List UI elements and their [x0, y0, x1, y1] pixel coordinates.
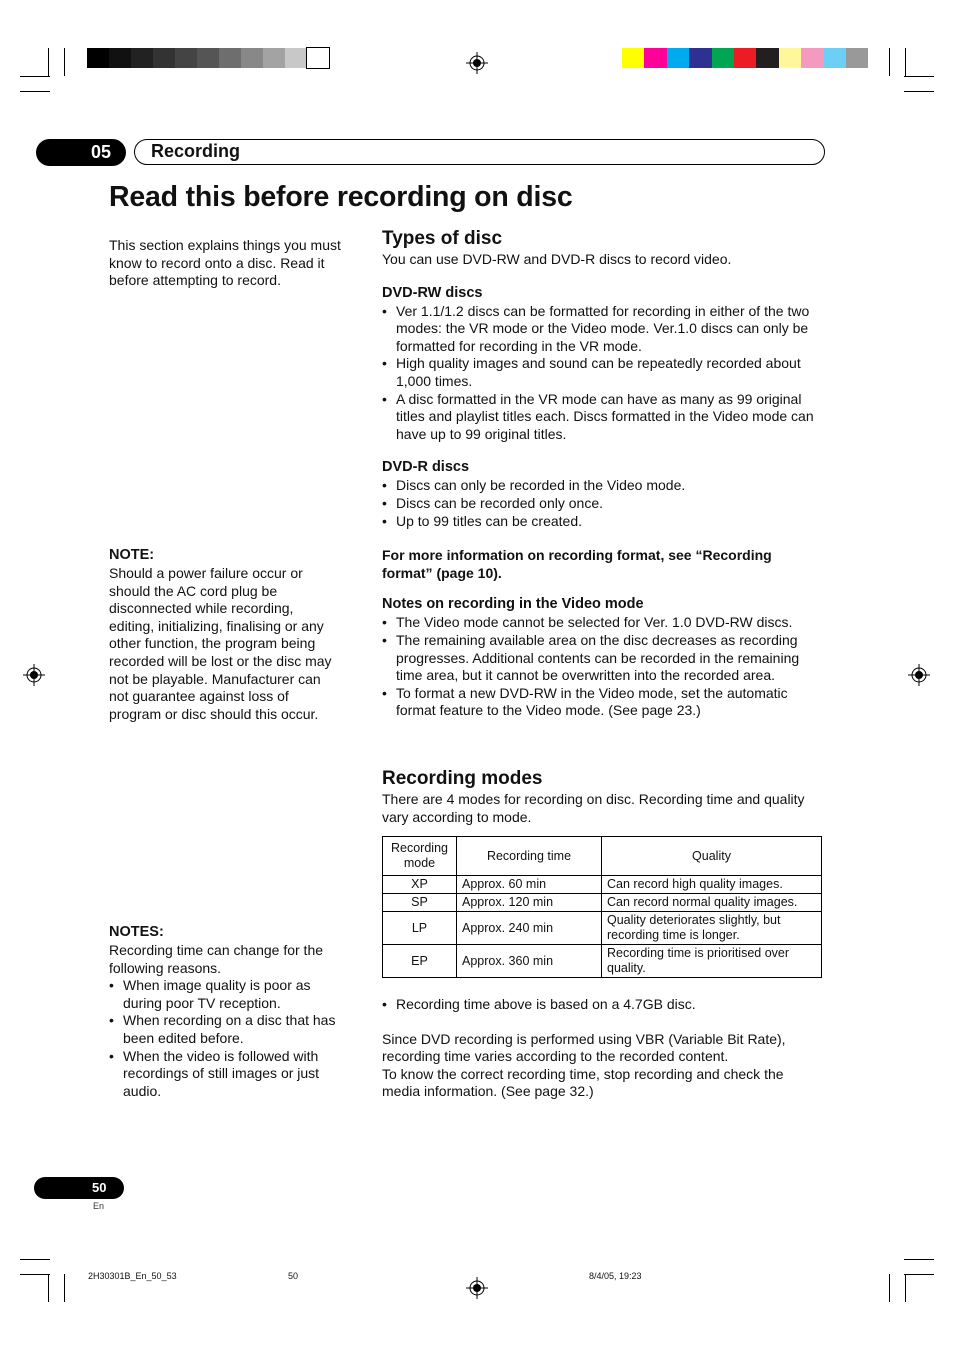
crop-mark [904, 1259, 934, 1260]
crop-mark [48, 48, 49, 76]
types-of-disc-section [382, 228, 824, 720]
crop-mark [889, 1274, 890, 1302]
list-item: • To format a new DVD-RW in the Video mode, set the automatic format feature to the Video mode. (See page 23.) [382, 685, 824, 720]
gray-swatch [197, 48, 219, 68]
crop-mark [20, 1274, 50, 1275]
table-cell: LP [383, 912, 457, 945]
list-item: • A disc formatted in the VR mode can have as many as 99 original titles and playlist titles each. Discs formatted in the Video mode can have up to 99 original titles. [382, 391, 824, 444]
list-item: • Discs can be recorded only once. [382, 495, 824, 513]
print-page: 50 [288, 1271, 299, 1281]
language-code: En [93, 1201, 105, 1211]
vbr-text: Since DVD recording is performed using VBR (Variable Bit Rate), recording time varies according to the recorded content. [382, 1030, 786, 1065]
crop-mark [20, 1259, 50, 1260]
table-cell: Approx. 120 min [457, 894, 602, 912]
registration-mark-icon [23, 664, 45, 686]
list-item: • The Video mode cannot be selected for Ver. 1.0 DVD-RW discs. [382, 614, 824, 632]
subsection-heading: DVD-R discs [382, 459, 470, 476]
table-cell: Quality deteriorates slightly, but recording time is longer. [602, 912, 822, 945]
color-swatch [801, 48, 823, 68]
table-cell: Can record high quality images. [602, 876, 822, 894]
dvdrw-list [382, 303, 824, 444]
crop-mark [904, 1274, 934, 1275]
table-cell: Can record normal quality images. [602, 894, 822, 912]
registration-mark-icon [466, 1277, 488, 1299]
crop-mark [905, 1274, 906, 1302]
registration-mark-icon [466, 52, 488, 74]
list-item: • Recording time above is based on a 4.7GB disc. [382, 996, 824, 1014]
dvdr-list [382, 477, 824, 530]
notes-list [109, 977, 341, 1100]
table-row [383, 912, 822, 945]
gray-swatch [153, 48, 175, 68]
page-title: Read this before recording on disc [109, 181, 573, 213]
table-header-row [383, 837, 822, 876]
crop-mark [904, 76, 934, 77]
chapter-number: 05 [91, 142, 112, 162]
section-intro: You can use DVD-RW and DVD-R discs to record video. [382, 251, 732, 267]
color-swatch [644, 48, 666, 68]
gray-swatch [109, 48, 131, 68]
crop-mark [64, 1274, 65, 1302]
table-cell: Approx. 60 min [457, 876, 602, 894]
column-header: Recording time [457, 837, 602, 876]
intro-text: This section explains things you must know to record onto a disc. Read it before attempting to record. [109, 237, 341, 289]
crop-mark [20, 76, 50, 77]
list-item: • Discs can only be recorded in the Video mode. [382, 477, 824, 495]
notes-intro: Recording time can change for the following reasons. [109, 942, 324, 976]
color-swatch [734, 48, 756, 68]
crop-mark [889, 48, 890, 76]
table-cell: Approx. 240 min [457, 912, 602, 945]
vbr-text-2: To know the correct recording time, stop recording and check the media information. (See page 32.) [382, 1065, 784, 1100]
chapter-title-bar [134, 139, 825, 165]
gray-swatch [285, 48, 307, 68]
list-item: • When the video is followed with recordings of still images or just audio. [109, 1048, 341, 1101]
recording-modes-table [382, 836, 822, 978]
color-swatch [667, 48, 689, 68]
gray-swatch [131, 48, 153, 68]
gray-swatch [175, 48, 197, 68]
registration-mark-icon [908, 664, 930, 686]
more-info-text: For more information on recording format, see “Recording format” (page 10). [382, 547, 772, 581]
color-swatch [824, 48, 846, 68]
color-swatch [756, 48, 778, 68]
color-swatch [846, 48, 868, 68]
gray-swatch [87, 48, 109, 68]
crop-mark [905, 48, 906, 76]
section-heading: Types of disc [382, 228, 503, 249]
table-cell: Recording time is prioritised over quality. [602, 945, 822, 978]
table-row [383, 894, 822, 912]
crop-mark [64, 48, 65, 76]
subsection-heading: DVD-RW discs [382, 284, 483, 301]
crop-mark [904, 91, 934, 92]
video-notes-list [382, 614, 824, 720]
footnote-list [382, 996, 824, 1014]
list-item: • Up to 99 titles can be created. [382, 513, 824, 531]
page-number-badge [34, 1177, 124, 1199]
recording-modes-section [382, 768, 824, 826]
crop-mark [20, 91, 50, 92]
color-swatch [689, 48, 711, 68]
notes-heading: NOTES: [109, 924, 164, 940]
color-swatch [712, 48, 734, 68]
page-number: 50 [92, 1180, 107, 1195]
crop-mark [48, 1274, 49, 1302]
list-item: • The remaining available area on the disc decreases as recording progresses. Additional contents can be recorded in the remaining time area, but it cannot be overwritten into the recorded area. [382, 632, 824, 685]
table-cell: XP [383, 876, 457, 894]
list-item: • When recording on a disc that has been edited before. [109, 1012, 341, 1047]
list-item: • Ver 1.1/1.2 discs can be formatted for recording in either of the two modes: the VR mode or the Video mode. Ver.1.0 discs can only be formatted for recording in the VR mode. [382, 303, 824, 356]
section-intro: There are 4 modes for recording on disc. Recording time and quality vary according to mode. [382, 791, 805, 825]
table-cell: SP [383, 894, 457, 912]
table-cell: Approx. 360 min [457, 945, 602, 978]
table-row [383, 945, 822, 978]
list-item: • High quality images and sound can be repeatedly recorded about 1,000 times. [382, 355, 824, 390]
print-date: 8/4/05, 19:23 [589, 1271, 642, 1281]
color-swatch [622, 48, 644, 68]
section-heading: Recording modes [382, 768, 543, 789]
color-swatch [779, 48, 801, 68]
note-box [109, 547, 341, 723]
column-header: Quality [602, 837, 822, 876]
table-cell: EP [383, 945, 457, 978]
subsection-heading: Notes on recording in the Video mode [382, 596, 644, 613]
gray-swatch [307, 48, 329, 68]
note-text: Should a power failure occur or should the AC cord plug be disconnected while recording, editing, initializing, finalising or any other function, the program being recorded will be lost or the disc may not be playable. Manufacturer can not guarantee against loss of program or disc should this occur. [109, 565, 332, 722]
chapter-badge [36, 139, 126, 166]
note-heading: NOTE: [109, 547, 155, 563]
list-item: • When image quality is poor as during poor TV reception. [109, 977, 341, 1012]
chapter-title: Recording [151, 141, 241, 161]
recording-notes [382, 996, 824, 1101]
column-header: Recording mode [383, 837, 457, 876]
gray-swatch [219, 48, 241, 68]
gray-swatch [241, 48, 263, 68]
table-row [383, 876, 822, 894]
print-code: 2H30301B_En_50_53 [88, 1271, 177, 1281]
notes-box [109, 924, 341, 1100]
gray-swatch [263, 48, 285, 68]
